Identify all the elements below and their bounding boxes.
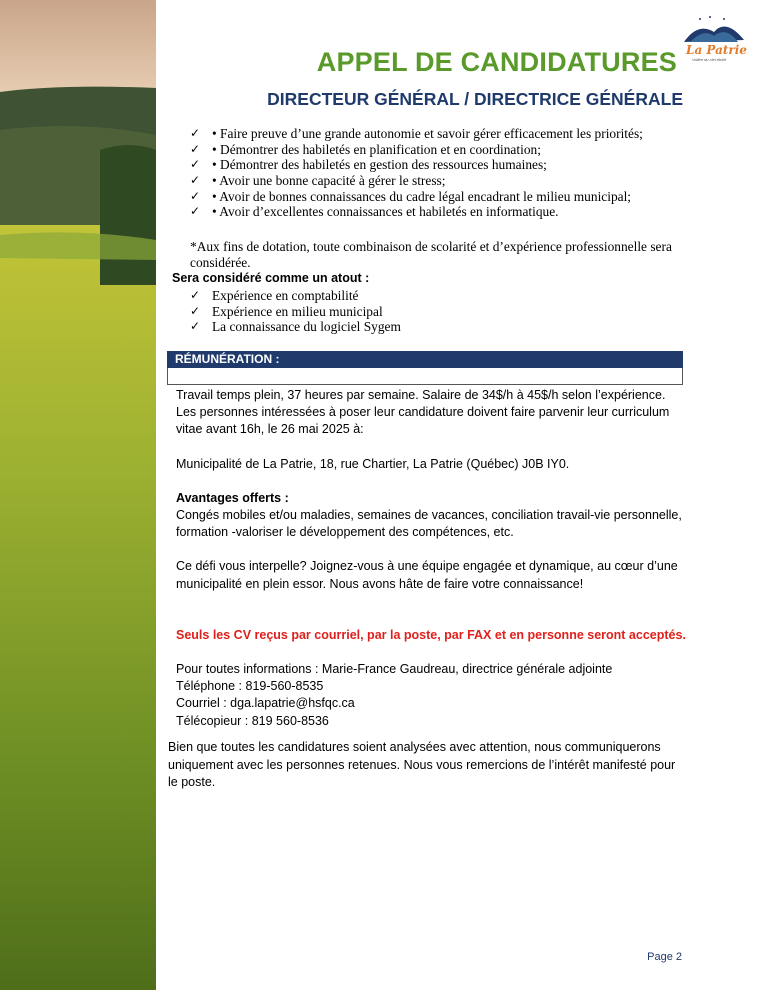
list-item: ✓ Expérience en comptabilité	[190, 288, 359, 303]
list-item: ✓ • Avoir d’excellentes connaissances et habiletés en informatique.	[190, 204, 559, 220]
list-item: ✓ • Démontrer des habiletés en planification et en coordination;	[190, 141, 541, 157]
checkmark-icon: ✓	[190, 303, 201, 318]
staffing-note: *Aux fins de dotation, toute combinaison de scolarité et d’expérience professionnelle sera considérée.	[190, 239, 672, 270]
email-text: Courriel : dga.lapatrie@hsfqc.ca	[176, 696, 355, 711]
checkmark-icon: ✓	[190, 141, 201, 156]
checkmark-icon: ✓	[190, 288, 201, 302]
job-title: DIRECTEUR GÉNÉRAL / DIRECTRICE GÉNÉRALE	[267, 89, 683, 109]
list-item: ✓ • Avoir une bonne capacité à gérer le stress;	[190, 173, 446, 189]
section-box	[167, 368, 683, 385]
logo-name: La Patrie	[686, 43, 747, 57]
logo-tagline: Vallée du ciel étoilé	[692, 57, 727, 62]
requirements-list	[190, 126, 710, 220]
section-header-bar	[167, 351, 683, 368]
avantages-text: Congés mobiles et/ou maladies, semaines de vacances, conciliation travail-vie personnelle, formation -valoriser le développement des compétences, etc.	[176, 508, 682, 540]
atout-list	[190, 288, 401, 335]
checkmark-icon: ✓	[190, 126, 201, 140]
atout-heading: Sera considéré comme un atout :	[172, 271, 370, 285]
list-item: ✓ • Faire preuve d’une grande autonomie et savoir gérer efficacement les priorités;	[190, 126, 643, 141]
application-text: Les personnes intéressées à poser leur candidature doivent faire parvenir leur curriculum vitae avant 16h, le 26 mai 2025 à:	[176, 405, 670, 437]
list-item: ✓ La connaissance du logiciel Sygem	[190, 319, 401, 335]
challenge-text: Ce défi vous interpelle? Joignez-vous à une équipe engagée et dynamique, au cœur d’une municipalité en plein essor. Nous avons hâte de faire votre connaissance!	[176, 559, 678, 591]
remuneration-body	[176, 387, 686, 730]
list-item: ✓ • Avoir de bonnes connaissances du cadre légal encadrant le milieu municipal;	[190, 188, 632, 204]
checkmark-icon: ✓	[190, 319, 201, 334]
list-item: ✓ Expérience en milieu municipal	[190, 303, 383, 319]
checkmark-icon: ✓	[190, 188, 201, 203]
salary-text: Travail temps plein, 37 heures par semaine. Salaire de 34$/h à 45$/h selon l’expérience.	[176, 388, 666, 402]
checkmark-icon: ✓	[190, 173, 201, 188]
list-item: ✓ • Démontrer des habiletés en gestion des ressources humaines;	[190, 157, 547, 173]
cv-notice: Seuls les CV reçus par courriel, par la poste, par FAX et en personne seront acceptés.	[176, 627, 686, 642]
contact-text: Pour toutes informations : Marie-France Gaudreau, directrice générale adjointe	[176, 662, 613, 677]
page-title: APPEL DE CANDIDATURES	[316, 47, 677, 77]
closing-text: Bien que toutes les candidatures soient analysées avec attention, nous communiquerons uniquement avec les personnes retenues. Nous vous remercions de l’intérêt manifesté pour le poste.	[168, 740, 676, 789]
remuneration-heading: RÉMUNÉRATION :	[175, 352, 280, 366]
checkmark-icon: ✓	[190, 204, 201, 219]
fax-text: Télécopieur : 819 560-8536	[176, 713, 329, 728]
avantages-heading: Avantages offerts :	[176, 490, 289, 505]
address-text: Municipalité de La Patrie, 18, rue Chartier, La Patrie (Québec) J0B IY0.	[176, 456, 570, 471]
checkmark-icon: ✓	[190, 157, 201, 172]
phone-text: Téléphone : 819-560-8535	[176, 679, 324, 694]
landscape-photo	[0, 0, 156, 990]
page-number: Page 2	[647, 951, 682, 963]
